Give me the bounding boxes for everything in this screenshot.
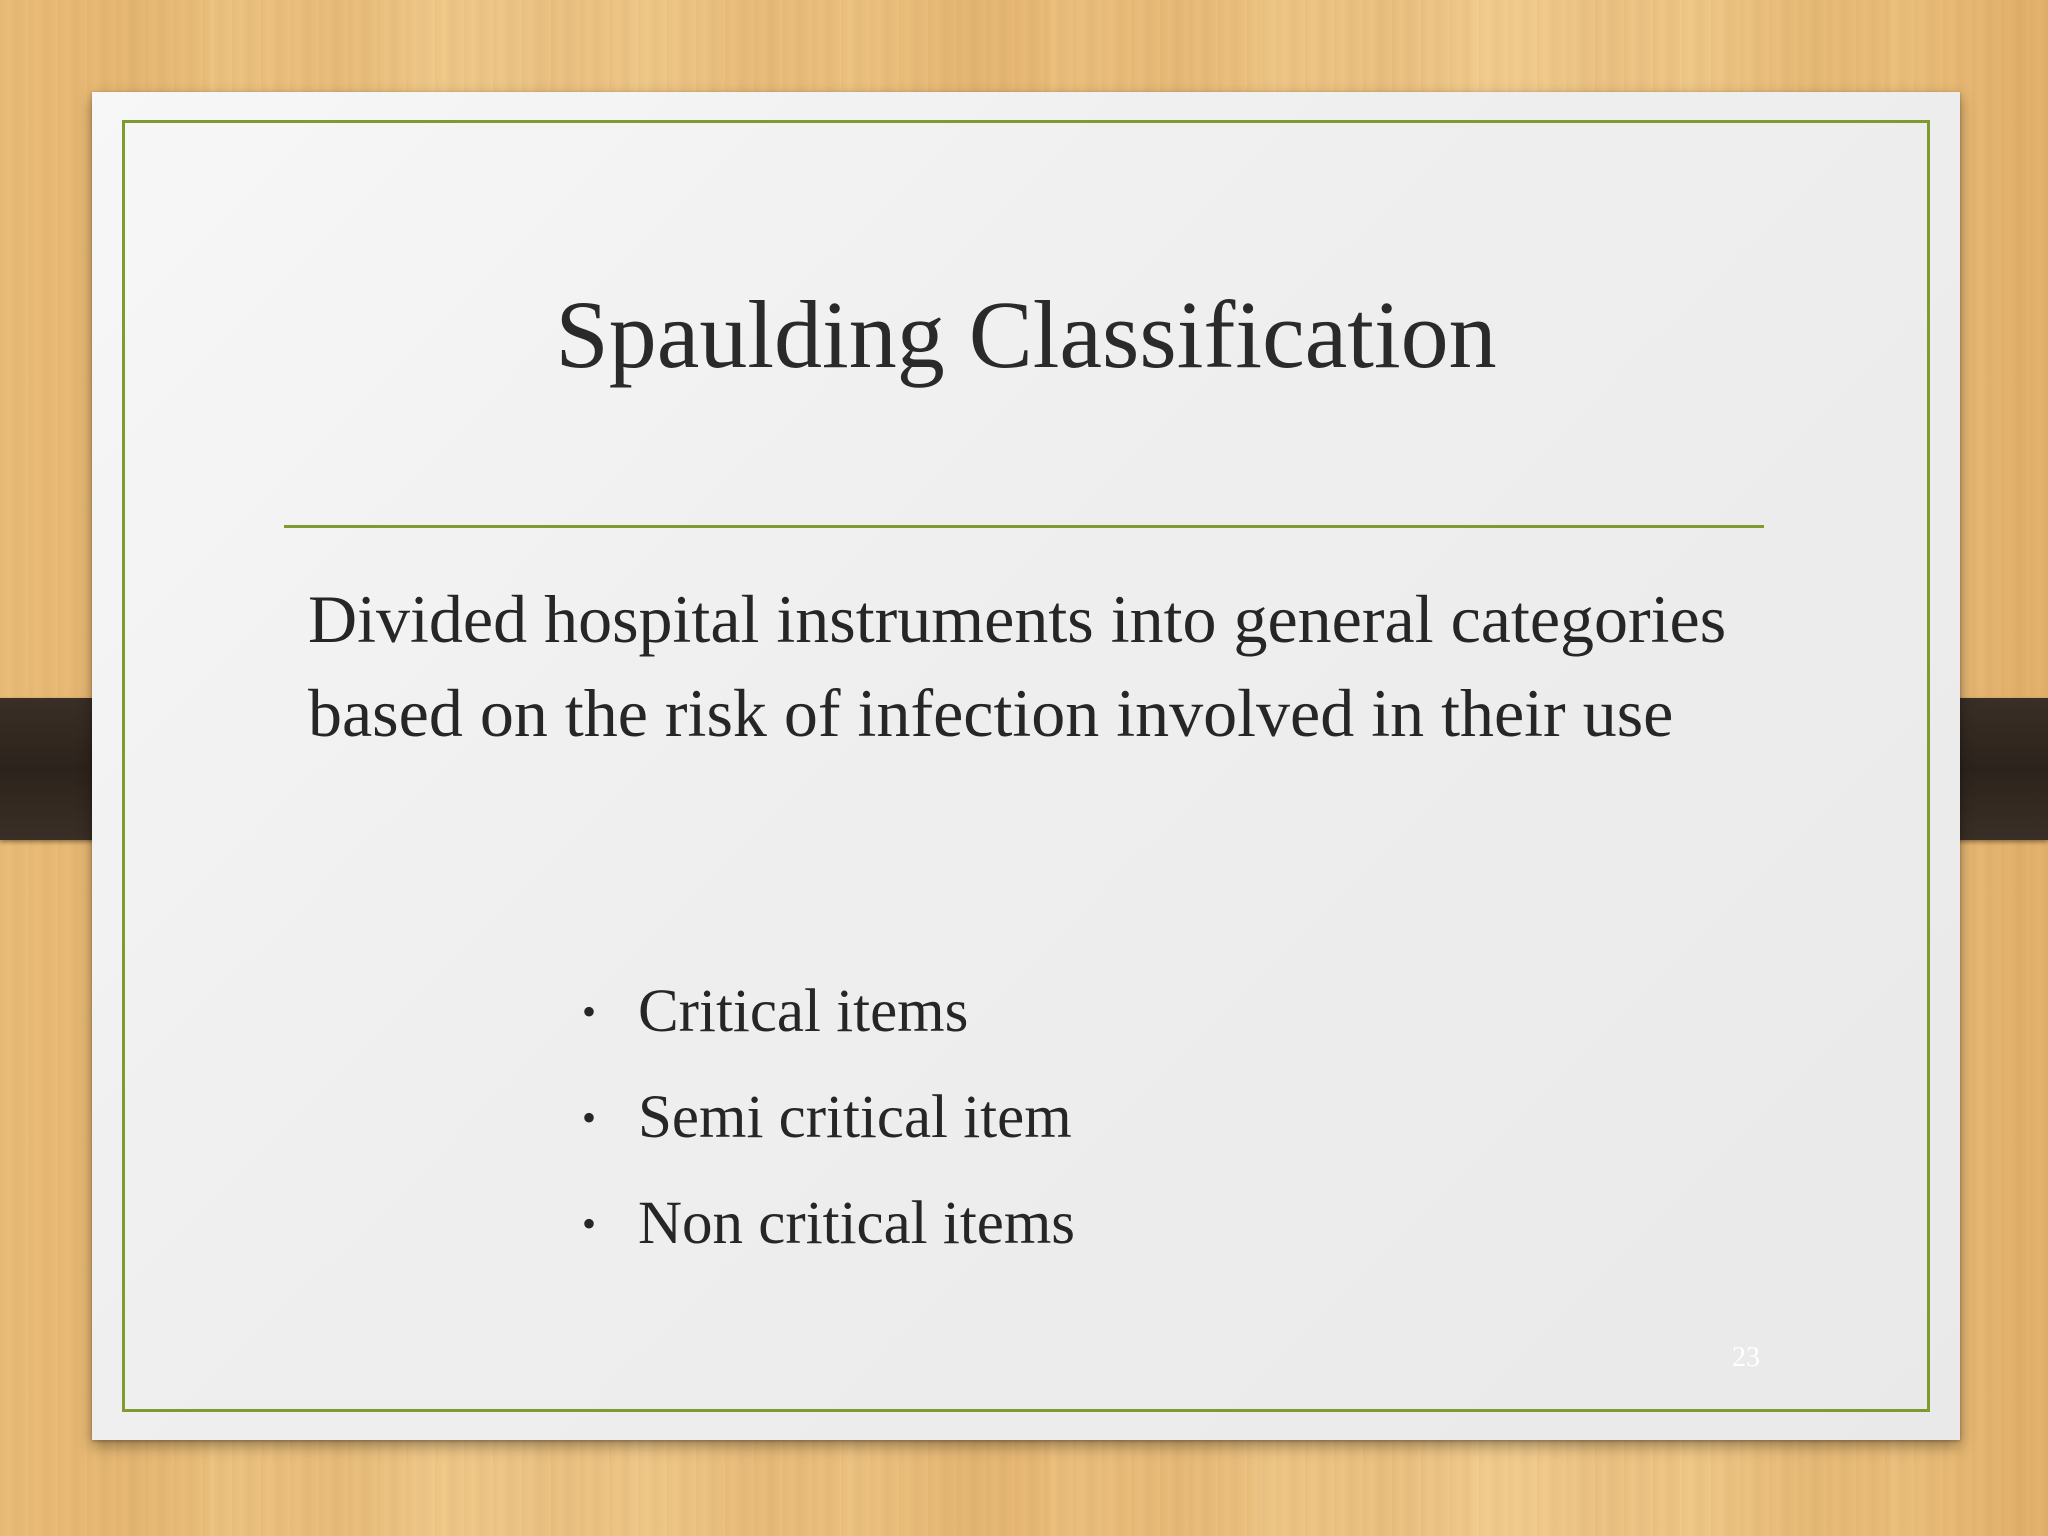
bullet-icon: • (582, 1095, 597, 1140)
bullet-item (582, 962, 1075, 1068)
page-number: 23 (1732, 1342, 1760, 1373)
slide-body-text: Divided hospital instruments into general categories based on the risk of infection involved in their use (308, 581, 1727, 751)
bullet-icon: • (582, 989, 597, 1034)
slide-title: Spaulding Classification (555, 281, 1497, 388)
bullet-icon: • (582, 1201, 597, 1246)
bullet-item (582, 1068, 1075, 1174)
bullet-list (582, 962, 1075, 1280)
bullet-label: Critical items (638, 978, 969, 1045)
bullet-label: Semi critical item (638, 1084, 1072, 1151)
slide-card (92, 92, 1960, 1440)
title-divider (284, 525, 1764, 528)
bullet-label: Non critical items (638, 1190, 1076, 1257)
bullet-item (582, 1174, 1075, 1280)
